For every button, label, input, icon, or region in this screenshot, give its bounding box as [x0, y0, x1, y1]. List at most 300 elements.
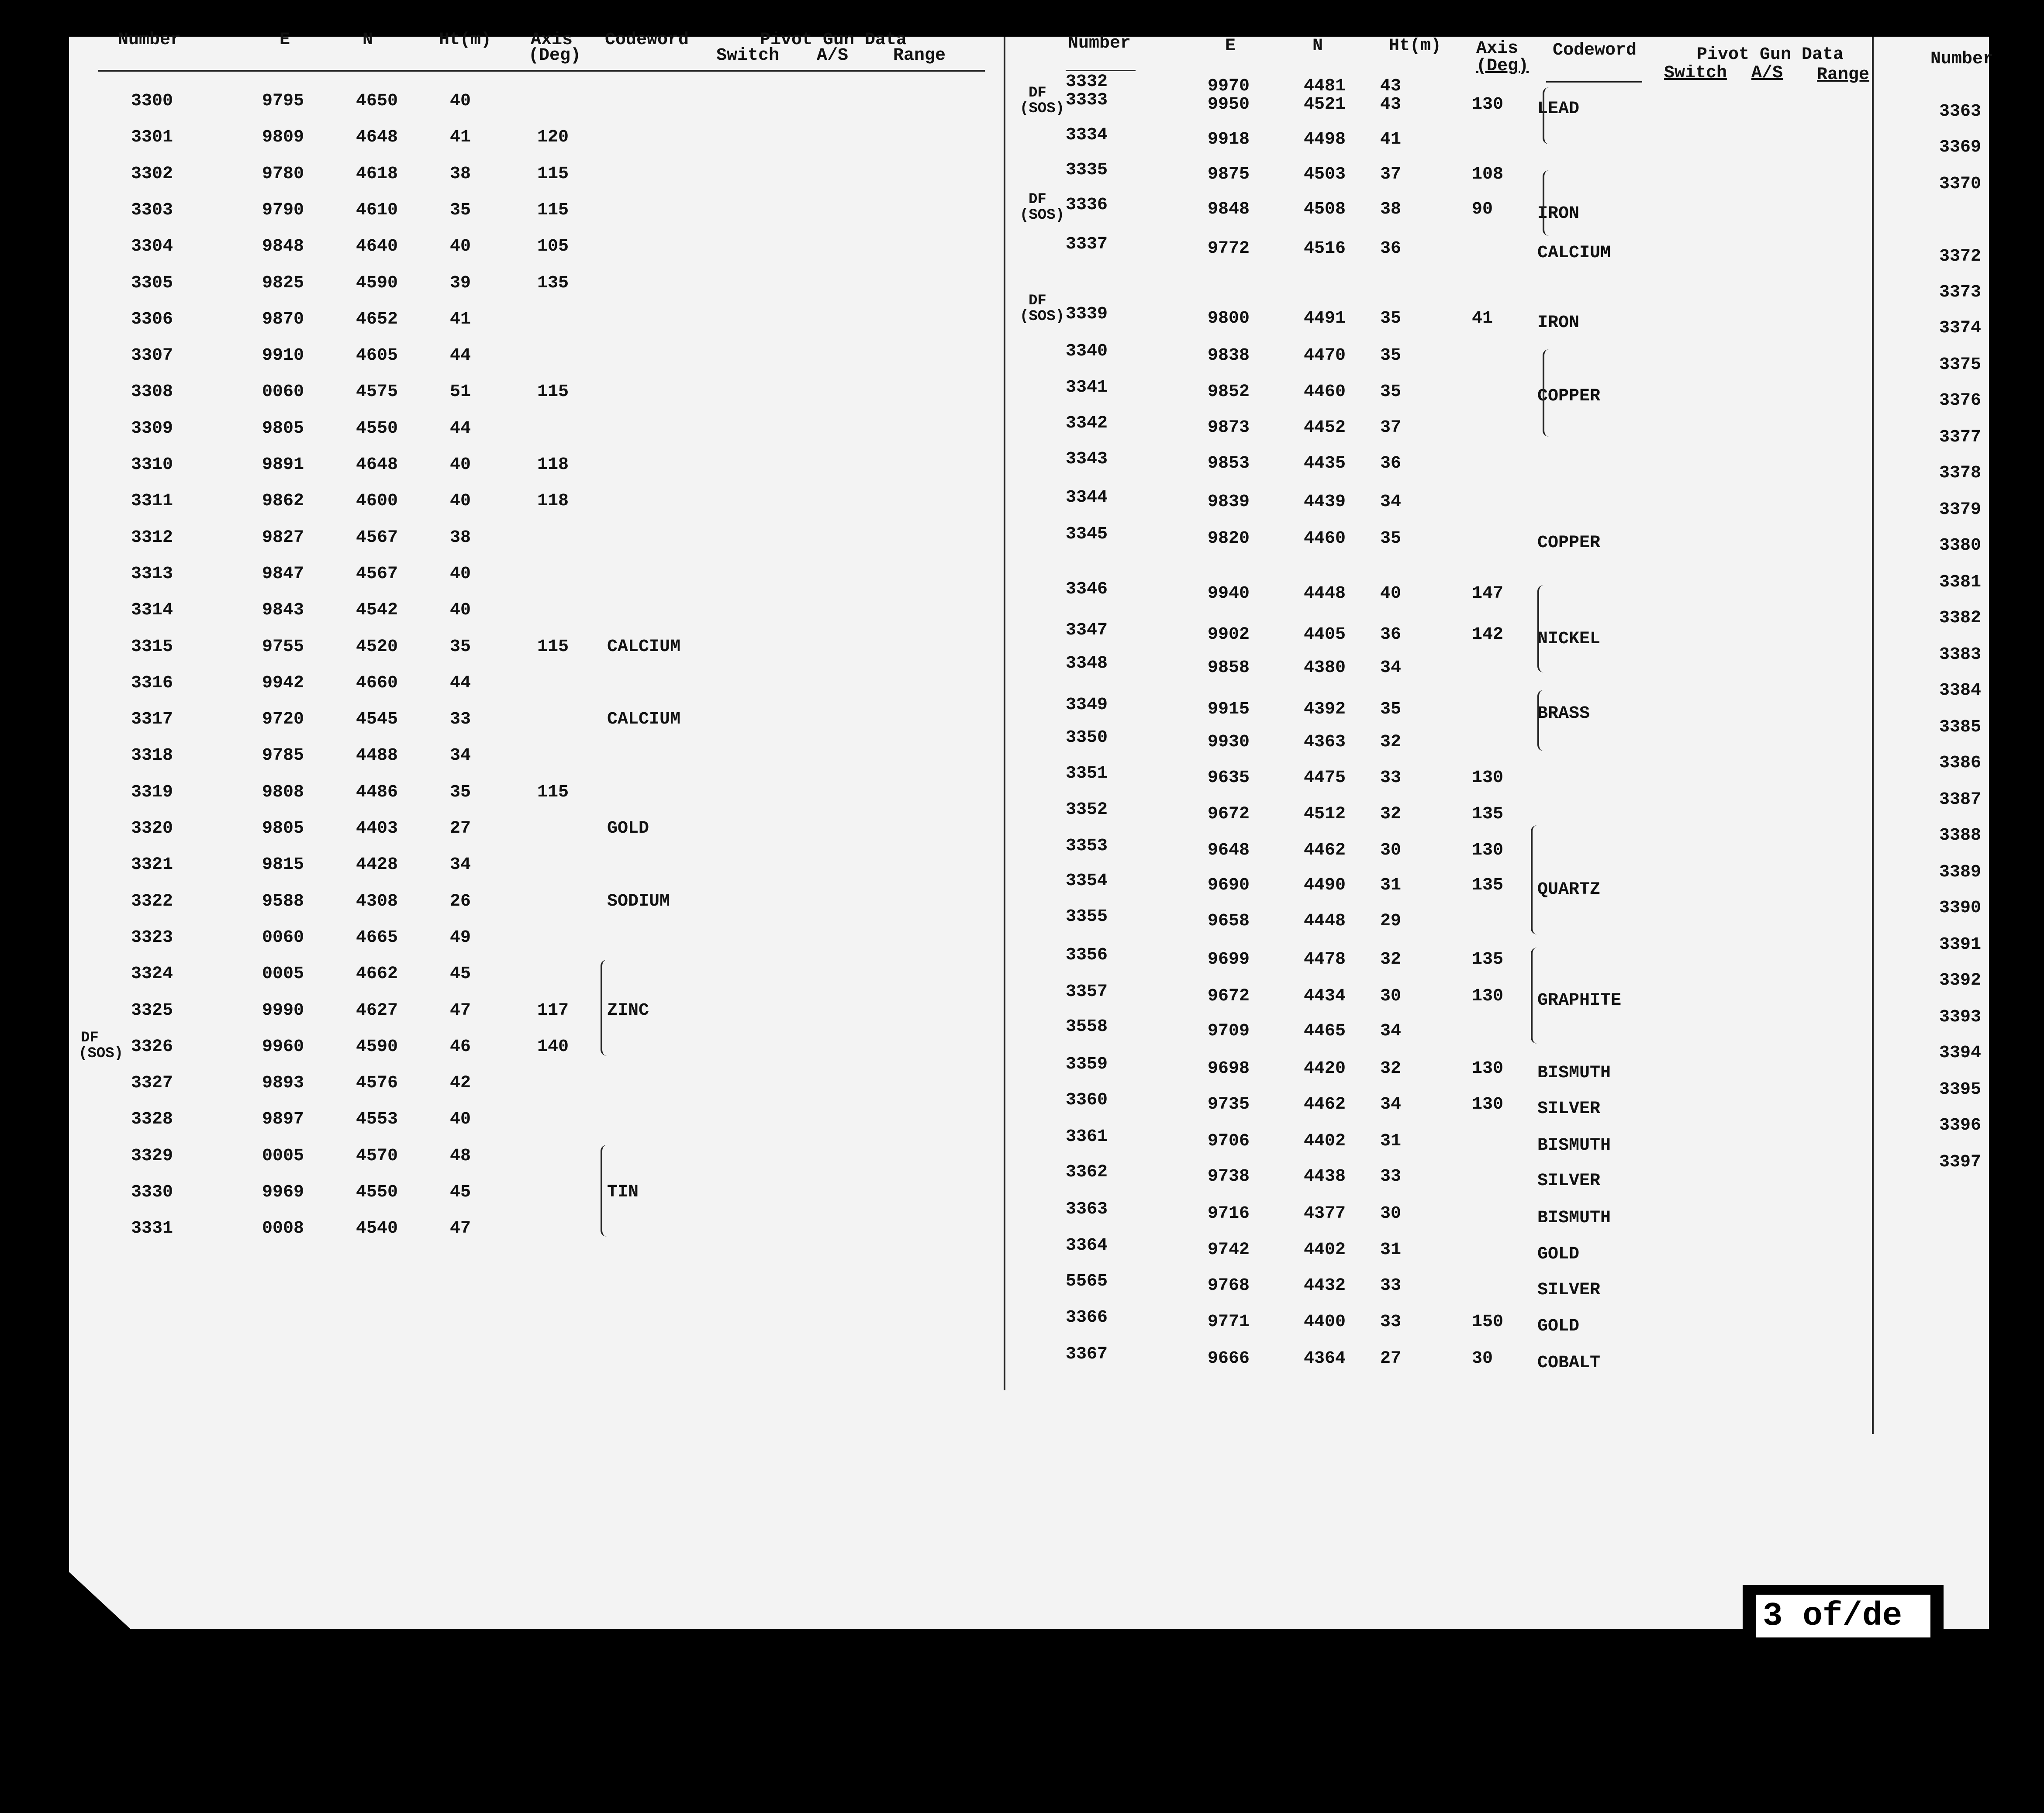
- table-cell-codeword: CALCIUM: [607, 710, 681, 730]
- table-cell-e: 9839: [1208, 492, 1250, 512]
- table-cell-ht: 35: [1380, 382, 1402, 402]
- table-cell-number: 3346: [1066, 579, 1108, 599]
- table-cell-ht: 34: [1380, 658, 1402, 678]
- table-cell-number: 3339: [1066, 304, 1108, 324]
- table-cell-number: 3305: [131, 273, 173, 293]
- header-range: Range: [893, 46, 946, 65]
- table-cell-e: 9930: [1208, 732, 1250, 752]
- table-cell-number-right: 3384: [1939, 681, 1982, 700]
- table-cell-n: 4402: [1304, 1131, 1346, 1151]
- table-cell-ht: 46: [450, 1037, 471, 1057]
- bracket-copper: [1543, 349, 1549, 437]
- table-cell-n: 4377: [1304, 1204, 1346, 1224]
- table-cell-ht: 41: [1380, 130, 1402, 149]
- table-cell-n: 4553: [356, 1110, 398, 1130]
- table-cell-e: 9790: [262, 200, 304, 220]
- table-cell-axis: 130: [1472, 1059, 1504, 1079]
- table-cell-e: 9808: [262, 782, 304, 802]
- header-rule: [1546, 81, 1642, 83]
- table-cell-number-right: 3397: [1939, 1152, 1982, 1172]
- table-cell-n: 4605: [356, 346, 398, 366]
- table-cell-e: 9918: [1208, 130, 1250, 149]
- table-cell-n: 4428: [356, 855, 398, 875]
- table-cell-axis: 120: [537, 128, 569, 148]
- table-cell-n: 4475: [1304, 768, 1346, 788]
- table-cell-n: 4380: [1304, 658, 1346, 678]
- table-cell-axis: 115: [537, 382, 569, 402]
- table-cell-ht: 33: [1380, 768, 1402, 788]
- table-cell-ht: 35: [1380, 700, 1402, 719]
- table-cell-n: 4478: [1304, 950, 1346, 969]
- table-cell-number-right: 3376: [1939, 391, 1982, 410]
- table-cell-number: 3352: [1066, 800, 1108, 820]
- table-cell-ht: 40: [450, 600, 471, 620]
- table-cell-n: 4435: [1304, 454, 1346, 473]
- table-cell-n: 4567: [356, 564, 398, 584]
- table-cell-n: 4618: [356, 164, 398, 184]
- table-cell-e: 9852: [1208, 382, 1250, 402]
- table-cell-e: 9969: [262, 1182, 304, 1202]
- table-cell-n: 4521: [1304, 95, 1346, 114]
- table-cell-axis: 30: [1472, 1349, 1493, 1368]
- header-as: A/S: [1751, 63, 1783, 83]
- table-cell-n: 4520: [356, 637, 398, 657]
- header-range: Range: [1817, 65, 1870, 85]
- table-cell-n: 4662: [356, 964, 398, 984]
- table-cell-number: 3340: [1066, 341, 1108, 361]
- table-cell-e: 9809: [262, 128, 304, 148]
- table-cell-ht: 30: [1380, 986, 1402, 1006]
- table-cell-e: 9873: [1208, 418, 1250, 438]
- table-cell-number: 3300: [131, 91, 173, 111]
- table-cell-ht: 44: [450, 418, 471, 438]
- table-cell-e: 0005: [262, 964, 304, 984]
- table-cell-number: 3332: [1066, 72, 1108, 92]
- table-cell-e: 9893: [262, 1073, 304, 1093]
- table-cell-n: 4570: [356, 1146, 398, 1166]
- table-cell-number-right: 3375: [1939, 355, 1982, 375]
- table-cell-n: 4545: [356, 710, 398, 730]
- table-cell-number: 3344: [1066, 488, 1108, 507]
- table-cell-axis: 150: [1472, 1312, 1504, 1332]
- table-cell-number: 3326: [131, 1037, 173, 1057]
- table-cell-number-right: 3394: [1939, 1043, 1982, 1063]
- table-cell-e: 9805: [262, 819, 304, 838]
- table-cell-axis: 135: [1472, 950, 1504, 969]
- table-cell-n: 4575: [356, 382, 398, 402]
- table-cell-codeword: SILVER: [1537, 1099, 1601, 1119]
- table-cell-number: 3363: [1066, 1199, 1108, 1219]
- table-cell-number: 3311: [131, 491, 173, 511]
- table-cell-ht: 34: [450, 746, 471, 766]
- header-e: E: [1225, 36, 1236, 56]
- table-cell-n: 4550: [356, 1182, 398, 1202]
- header-switch: Switch: [716, 46, 780, 65]
- table-cell-number-right: 3393: [1939, 1007, 1982, 1027]
- header-pivot-gun-data: Pivot Gun Data: [760, 30, 907, 50]
- table-cell-axis: 130: [1472, 768, 1504, 788]
- table-cell-e: 9720: [262, 710, 304, 730]
- table-cell-n: 4491: [1304, 309, 1346, 328]
- table-cell-ht: 38: [450, 164, 471, 184]
- table-cell-number: 3347: [1066, 620, 1108, 640]
- table-cell-number: 3367: [1066, 1344, 1108, 1364]
- table-cell-e: 9970: [1208, 76, 1250, 96]
- table-cell-e: 9785: [262, 746, 304, 766]
- sos-label-3333: (SOS): [1020, 100, 1065, 117]
- table-cell-number: 3341: [1066, 378, 1108, 397]
- header-axis: Axis: [531, 30, 573, 50]
- table-cell-number: 3353: [1066, 836, 1108, 856]
- table-cell-number: 3334: [1066, 125, 1108, 145]
- bracket-lead: [1543, 87, 1549, 144]
- table-cell-ht: 35: [450, 637, 471, 657]
- table-cell-number: 3345: [1066, 524, 1108, 544]
- table-cell-n: 4392: [1304, 700, 1346, 719]
- table-cell-codeword: NICKEL: [1537, 629, 1601, 649]
- header-rule: [1066, 70, 1136, 71]
- table-cell-n: 4364: [1304, 1349, 1346, 1368]
- table-cell-codeword: GOLD: [1537, 1244, 1580, 1264]
- table-cell-e: 9709: [1208, 1021, 1250, 1041]
- table-cell-number: 3312: [131, 527, 173, 548]
- table-cell-ht: 34: [1380, 1095, 1402, 1114]
- table-cell-n: 4403: [356, 819, 398, 838]
- table-cell-ht: 32: [1380, 732, 1402, 752]
- table-cell-n: 4462: [1304, 1095, 1346, 1114]
- table-cell-codeword: IRON: [1537, 204, 1580, 224]
- table-cell-n: 4540: [356, 1219, 398, 1239]
- table-cell-n: 4363: [1304, 732, 1346, 752]
- table-cell-e: 9853: [1208, 454, 1250, 473]
- table-cell-number-right: 3396: [1939, 1116, 1982, 1135]
- table-cell-number: 3324: [131, 964, 173, 984]
- table-cell-axis: 115: [537, 200, 569, 220]
- table-cell-n: 4498: [1304, 130, 1346, 149]
- table-cell-ht: 40: [1380, 584, 1402, 603]
- table-cell-number: 3318: [131, 746, 173, 766]
- table-cell-e: 9672: [1208, 986, 1250, 1006]
- bracket-quartz: [1531, 825, 1537, 934]
- table-cell-number-right: 3363: [1939, 102, 1982, 121]
- table-cell-n: 4490: [1304, 875, 1346, 895]
- table-cell-n: 4627: [356, 1000, 398, 1020]
- header-number: Number: [118, 30, 181, 50]
- header-axis: Axis: [1476, 39, 1519, 59]
- table-cell-number: 3355: [1066, 907, 1108, 927]
- table-cell-number: 3310: [131, 455, 173, 475]
- table-cell-number: 3349: [1066, 695, 1108, 715]
- table-cell-ht: 40: [450, 491, 471, 511]
- table-cell-n: 4486: [356, 782, 398, 802]
- table-cell-number: 3327: [131, 1073, 173, 1093]
- table-cell-ht: 37: [1380, 418, 1402, 438]
- table-cell-n: 4648: [356, 128, 398, 148]
- table-cell-e: 0060: [262, 382, 304, 402]
- table-cell-number: 3330: [131, 1182, 173, 1202]
- table-cell-e: 9635: [1208, 768, 1250, 788]
- table-cell-n: 4481: [1304, 76, 1346, 96]
- table-cell-e: 9768: [1208, 1276, 1250, 1296]
- table-cell-codeword: BRASS: [1537, 704, 1590, 724]
- table-cell-e: 9780: [262, 164, 304, 184]
- table-cell-e: 9838: [1208, 346, 1250, 365]
- table-cell-e: 0005: [262, 1146, 304, 1166]
- table-cell-n: 4660: [356, 673, 398, 693]
- table-cell-e: 9588: [262, 891, 304, 911]
- table-cell-e: 9648: [1208, 841, 1250, 860]
- table-cell-axis: 118: [537, 491, 569, 511]
- table-cell-number: 3319: [131, 782, 173, 802]
- table-cell-e: 9950: [1208, 95, 1250, 114]
- bracket-zinc: [601, 960, 607, 1056]
- header-codeword: Codeword: [605, 30, 689, 50]
- table-cell-number: 3323: [131, 927, 173, 948]
- table-cell-axis: 142: [1472, 625, 1504, 645]
- table-cell-ht: 34: [1380, 492, 1402, 512]
- table-cell-n: 4576: [356, 1073, 398, 1093]
- table-cell-ht: 47: [450, 1000, 471, 1020]
- table-cell-ht: 36: [1380, 625, 1402, 645]
- df-label-3336: DF: [1029, 191, 1046, 208]
- table-cell-ht: 40: [450, 455, 471, 475]
- table-cell-axis: 108: [1472, 165, 1504, 184]
- table-cell-number-right: 3395: [1939, 1080, 1982, 1100]
- table-cell-codeword: BISMUTH: [1537, 1136, 1611, 1155]
- table-cell-codeword: GOLD: [607, 819, 649, 838]
- bracket-nickel: [1537, 585, 1543, 672]
- table-cell-e: 9755: [262, 637, 304, 657]
- table-cell-ht: 32: [1380, 1059, 1402, 1079]
- table-cell-number-right: 3380: [1939, 536, 1982, 555]
- table-cell-e: 9910: [262, 346, 304, 366]
- table-cell-number: 3320: [131, 819, 173, 838]
- table-cell-axis: 117: [537, 1000, 569, 1020]
- table-cell-e: 9706: [1208, 1131, 1250, 1151]
- table-cell-number-right: 3389: [1939, 862, 1982, 882]
- table-cell-number: 3357: [1066, 982, 1108, 1002]
- table-cell-number-right: 3391: [1939, 935, 1982, 955]
- table-cell-number: 3558: [1066, 1017, 1108, 1037]
- table-cell-number: 3331: [131, 1219, 173, 1239]
- table-cell-number: 3304: [131, 237, 173, 257]
- table-cell-ht: 47: [450, 1219, 471, 1239]
- table-cell-ht: 33: [1380, 1276, 1402, 1296]
- table-cell-e: 9827: [262, 527, 304, 548]
- table-cell-number: 3314: [131, 600, 173, 620]
- bracket-tin: [601, 1145, 607, 1237]
- table-cell-codeword: TIN: [607, 1182, 639, 1202]
- table-cell-number: 3348: [1066, 654, 1108, 673]
- table-cell-axis: 147: [1472, 584, 1504, 603]
- header-axis-unit: (Deg): [1476, 56, 1529, 76]
- table-cell-e: 9805: [262, 418, 304, 438]
- table-cell-ht: 41: [450, 128, 471, 148]
- table-cell-codeword: BISMUTH: [1537, 1208, 1611, 1228]
- table-cell-e: 9666: [1208, 1349, 1250, 1368]
- table-cell-number-right: 3369: [1939, 138, 1982, 157]
- table-cell-ht: 30: [1380, 841, 1402, 860]
- table-cell-n: 4590: [356, 273, 398, 293]
- header-ht: Ht(m): [439, 30, 492, 50]
- table-cell-axis: 90: [1472, 200, 1493, 219]
- sos-label-3336: (SOS): [1020, 207, 1065, 224]
- table-cell-number: 3350: [1066, 728, 1108, 748]
- table-cell-ht: 33: [1380, 1312, 1402, 1332]
- table-cell-number: 3337: [1066, 234, 1108, 254]
- table-cell-ht: 43: [1380, 95, 1402, 114]
- table-cell-codeword: SODIUM: [607, 891, 670, 911]
- table-cell-n: 4452: [1304, 418, 1346, 438]
- table-cell-number: 3333: [1066, 90, 1108, 110]
- table-cell-codeword: CALCIUM: [607, 637, 681, 657]
- table-cell-ht: 45: [450, 1182, 471, 1202]
- table-cell-number-right: 3392: [1939, 971, 1982, 990]
- table-cell-e: 9843: [262, 600, 304, 620]
- table-cell-codeword: COPPER: [1537, 533, 1601, 553]
- table-cell-axis: 115: [537, 782, 569, 802]
- table-cell-number: 3362: [1066, 1162, 1108, 1182]
- table-cell-codeword: COPPER: [1537, 386, 1601, 406]
- table-cell-axis: 41: [1472, 309, 1493, 328]
- table-cell-ht: 45: [450, 964, 471, 984]
- header-rule: [98, 70, 985, 72]
- table-cell-n: 4590: [356, 1037, 398, 1057]
- df-label: DF: [81, 1030, 99, 1046]
- bracket-brass: [1537, 690, 1543, 751]
- table-cell-n: 4405: [1304, 625, 1346, 645]
- table-cell-number-right: 3383: [1939, 645, 1982, 665]
- table-cell-n: 4665: [356, 927, 398, 948]
- table-cell-codeword: BISMUTH: [1537, 1063, 1611, 1083]
- table-cell-e: 9820: [1208, 529, 1250, 548]
- table-cell-number: 3342: [1066, 414, 1108, 433]
- table-cell-number: 3316: [131, 673, 173, 693]
- table-cell-n: 4448: [1304, 584, 1346, 603]
- table-cell-n: 4516: [1304, 239, 1346, 259]
- table-cell-n: 4470: [1304, 346, 1346, 365]
- table-cell-number-right: 3390: [1939, 898, 1982, 918]
- table-cell-ht: 27: [1380, 1349, 1402, 1368]
- table-cell-n: 4610: [356, 200, 398, 220]
- table-cell-ht: 42: [450, 1073, 471, 1093]
- table-cell-number: 3317: [131, 710, 173, 730]
- table-cell-number: 3343: [1066, 449, 1108, 469]
- table-cell-e: 9870: [262, 309, 304, 329]
- table-cell-codeword: GOLD: [1537, 1317, 1580, 1336]
- table-cell-number-right: 3374: [1939, 318, 1982, 338]
- table-cell-axis: 135: [1472, 875, 1504, 895]
- table-cell-number: 3306: [131, 309, 173, 329]
- table-cell-axis: 130: [1472, 95, 1504, 114]
- table-cell-number: 3309: [131, 418, 173, 438]
- table-cell-number: 3335: [1066, 160, 1108, 180]
- table-cell-ht: 31: [1380, 1131, 1402, 1151]
- table-cell-ht: 49: [450, 927, 471, 948]
- table-cell-ht: 40: [450, 564, 471, 584]
- header-number: Number: [1068, 34, 1131, 53]
- df-label-3333: DF: [1029, 85, 1046, 101]
- table-cell-e: 9825: [262, 273, 304, 293]
- table-cell-n: 4567: [356, 527, 398, 548]
- table-cell-e: 9771: [1208, 1312, 1250, 1332]
- table-cell-n: 4448: [1304, 911, 1346, 931]
- table-cell-e: 9897: [262, 1110, 304, 1130]
- bracket-iron: [1543, 170, 1549, 236]
- table-cell-number: 3303: [131, 200, 173, 220]
- table-cell-codeword: SILVER: [1537, 1171, 1601, 1191]
- header-switch: Switch: [1664, 63, 1727, 83]
- table-cell-ht: 31: [1380, 875, 1402, 895]
- table-cell-codeword: IRON: [1537, 313, 1580, 333]
- table-cell-number-right: 3370: [1939, 174, 1982, 194]
- sos-label: (SOS): [79, 1045, 124, 1062]
- table-cell-ht: 26: [450, 891, 471, 911]
- table-cell-ht: 32: [1380, 950, 1402, 969]
- table-cell-ht: 35: [450, 782, 471, 802]
- table-cell-ht: 51: [450, 382, 471, 402]
- table-cell-number: 3321: [131, 855, 173, 875]
- header-axis-unit: (Deg): [528, 46, 581, 65]
- table-cell-e: 9795: [262, 91, 304, 111]
- table-cell-n: 4648: [356, 455, 398, 475]
- table-cell-ht: 32: [1380, 804, 1402, 824]
- header-codeword: Codeword: [1553, 41, 1637, 60]
- table-cell-n: 4600: [356, 491, 398, 511]
- table-cell-n: 4308: [356, 891, 398, 911]
- header-ht: Ht(m): [1389, 36, 1442, 56]
- table-cell-e: 9848: [1208, 200, 1250, 219]
- table-cell-number-right: 3381: [1939, 572, 1982, 592]
- table-cell-e: 9690: [1208, 875, 1250, 895]
- table-cell-axis: 135: [537, 273, 569, 293]
- table-cell-e: 9698: [1208, 1059, 1250, 1079]
- df-label-3339: DF: [1029, 293, 1046, 309]
- table-cell-number: 3360: [1066, 1090, 1108, 1110]
- table-cell-n: 4402: [1304, 1240, 1346, 1260]
- table-cell-ht: 39: [450, 273, 471, 293]
- table-cell-ht: 29: [1380, 911, 1402, 931]
- table-cell-number: 3336: [1066, 195, 1108, 215]
- table-cell-e: 9738: [1208, 1167, 1250, 1186]
- table-cell-ht: 48: [450, 1146, 471, 1166]
- table-cell-n: 4465: [1304, 1021, 1346, 1041]
- table-cell-number-right: 3373: [1939, 283, 1982, 302]
- table-cell-ht: 35: [1380, 309, 1402, 328]
- table-cell-n: 4400: [1304, 1312, 1346, 1332]
- table-cell-ht: 37: [1380, 165, 1402, 184]
- table-cell-n: 4438: [1304, 1167, 1346, 1186]
- table-cell-codeword: COBALT: [1537, 1353, 1601, 1373]
- table-cell-e: 9772: [1208, 239, 1250, 259]
- table-cell-n: 4650: [356, 91, 398, 111]
- table-cell-ht: 38: [1380, 200, 1402, 219]
- table-cell-number-right: 3387: [1939, 790, 1982, 810]
- table-cell-ht: 40: [450, 237, 471, 257]
- table-cell-axis: 130: [1472, 841, 1504, 860]
- table-cell-axis: 140: [537, 1037, 569, 1057]
- table-cell-n: 4640: [356, 237, 398, 257]
- table-cell-codeword: CALCIUM: [1537, 243, 1611, 263]
- table-cell-e: 9858: [1208, 658, 1250, 678]
- table-cell-ht: 35: [450, 200, 471, 220]
- table-cell-codeword: SILVER: [1537, 1280, 1601, 1300]
- table-cell-number-right: 3372: [1939, 247, 1982, 266]
- table-cell-ht: 33: [450, 710, 471, 730]
- sos-label-3339: (SOS): [1020, 308, 1065, 325]
- table-cell-n: 4460: [1304, 382, 1346, 402]
- table-cell-number: 3308: [131, 382, 173, 402]
